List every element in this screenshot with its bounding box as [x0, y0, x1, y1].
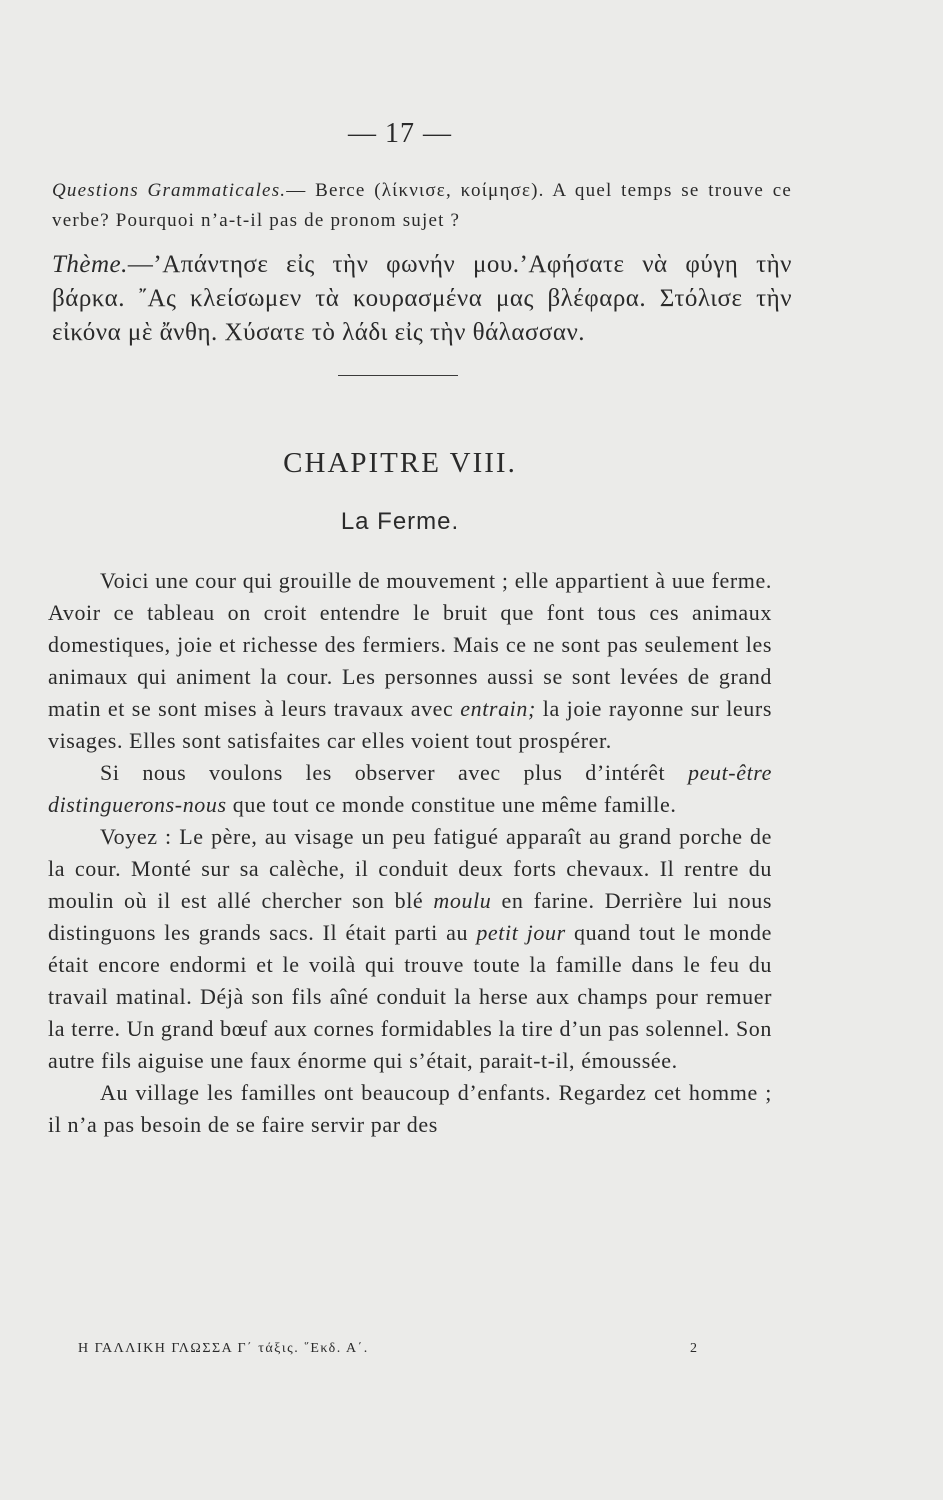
footer-imprint: Η ΓΑΛΛΙΚΗ ΓΛΩΣΣΑ Γ΄ τάξις. ῞Εκδ. Α΄.	[78, 1341, 369, 1356]
page-number: — 17 —	[348, 118, 452, 149]
text-run: quand tout le monde était encore endormi et le voilà qui trouve toute la famille dans le feu du travail matinal. Déjà son fils aîné conduit la herse aux champs pour remuer la terre. Un grand bœuf aux cornes formidables la tire d’un pas solennel. Son autre fils aiguise une faux énorme qui s’était, parait-t-il, émoussée.	[48, 920, 772, 1073]
paragraph-3	[48, 821, 772, 1077]
chapter-body	[48, 565, 772, 1141]
italic-term: petit jour	[476, 920, 566, 945]
italic-term: peut-être distinguerons-nous	[48, 760, 772, 817]
italic-term: entrain;	[460, 696, 536, 721]
questions-text: — Berce (λίκνισε, κοίμησε). A quel temps se trouve ce verbe? Pourquoi n’a-t-il pas de pronom sujet ?	[52, 180, 792, 231]
theme-text: —’Απάντησε εἰς τὴν φωνήν μου.’Αφήσατε νὰ φύγη τὴν βάρκα. ῎Ας κλείσωμεν τὰ κουρασμένα μας βλέφαρα. Στόλισε τὴν εἰκόνα μὲ ἄνθη. Χύσατε τὸ λάδι εἰς τὴν θάλασσαν.	[52, 251, 792, 346]
paragraph-2	[48, 757, 772, 821]
questions-label: Questions Grammaticales.	[52, 180, 287, 201]
text-run: Voici une cour qui grouille de mouvement ; elle appartient à uue ferme. Avoir ce tableau on croit entendre le bruit que font tous ces animaux domestiques, joie et richesse des fermiers. Mais ce ne sont pas seulement les animaux qui animent la cour. Les personnes aussi se sont levées de grand matin et se sont mises à leurs travaux avec	[48, 568, 772, 721]
text-run: en farine. Derrière lui nous distinguons les grands sacs. Il était parti au	[48, 888, 772, 945]
paragraph-1	[48, 565, 772, 757]
text-run: Si nous voulons les observer avec plus d’intérêt	[100, 760, 688, 785]
paragraph-4	[48, 1077, 772, 1141]
footer-signature: 2	[690, 1341, 697, 1356]
section-divider	[338, 375, 458, 376]
italic-term: moulu	[433, 888, 492, 913]
text-run: Au village les familles ont beaucoup d’enfants. Regardez cet homme ; il n’a pas besoin de se faire servir par des	[48, 1080, 772, 1137]
theme-exercise	[52, 248, 792, 350]
chapter-title: CHAPITRE VIII.	[283, 447, 517, 479]
grammar-questions	[52, 176, 792, 236]
text-run: que tout ce monde constitue une même famille.	[226, 792, 677, 817]
text-run: Voyez : Le père, au visage un peu fatigué apparaît au grand porche de la cour. Monté sur sa calèche, il conduit deux forts chevaux. Il rentre du moulin où il est allé chercher son blé	[48, 824, 772, 913]
theme-label: Thème.	[52, 251, 128, 278]
text-run: la joie rayonne sur leurs visages. Elles sont satisfaites car elles voient tout prospérer.	[48, 696, 772, 753]
chapter-subtitle: La Ferme.	[340, 508, 460, 535]
